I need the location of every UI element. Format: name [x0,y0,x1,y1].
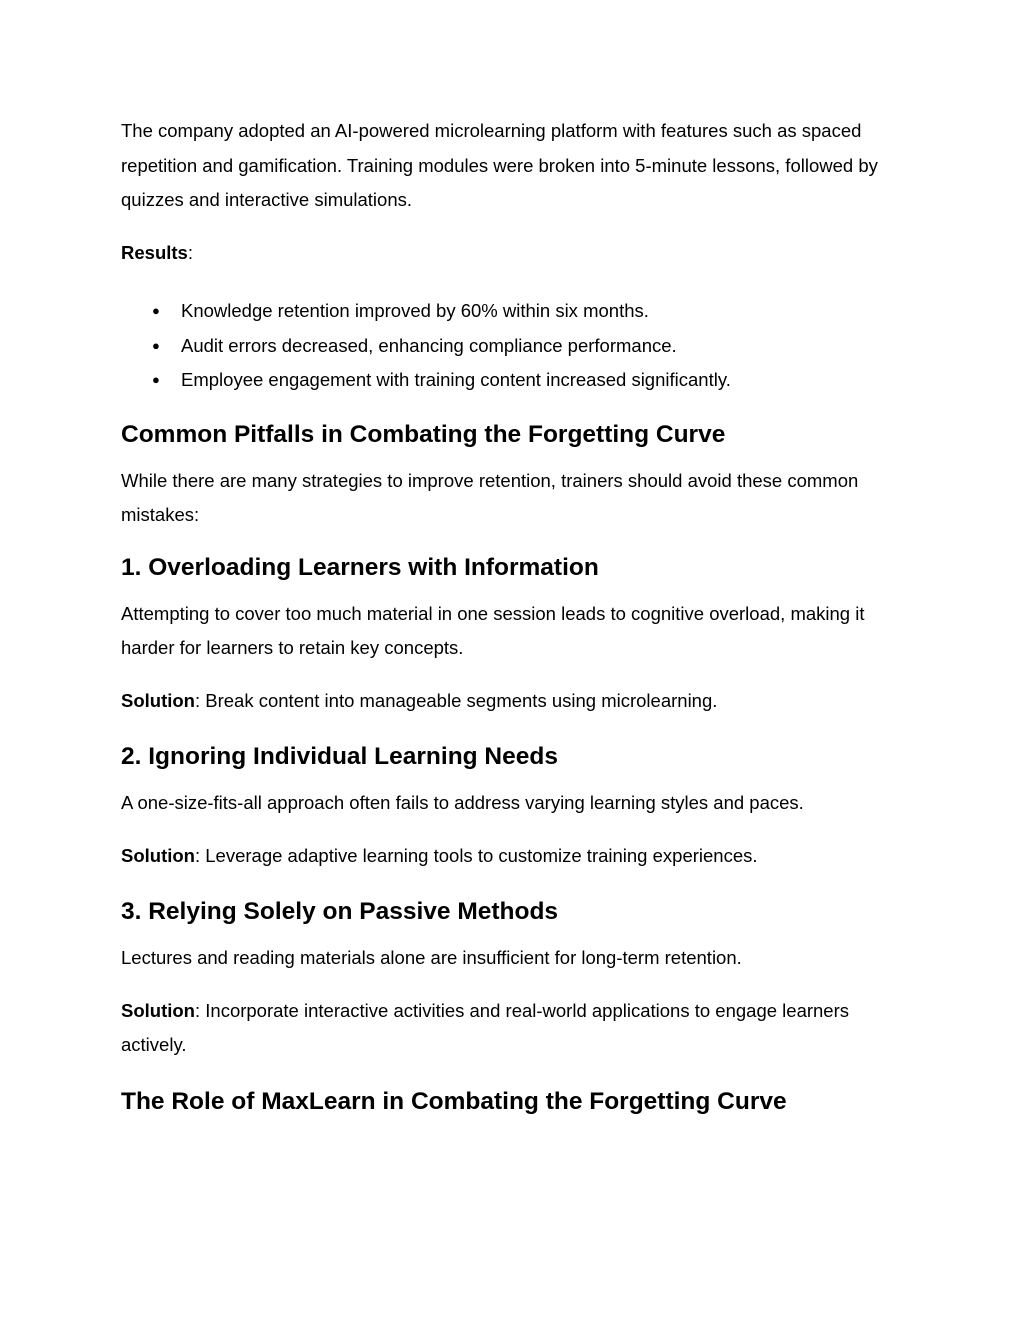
list-item [121,329,901,364]
document-page [121,114,901,1119]
bullet-icon: ● [152,337,160,353]
section-3-body: Lectures and reading materials alone are insufficient for long-term retention. [121,947,742,968]
solution-label: Solution [121,844,195,866]
pitfalls-heading: Common Pitfalls in Combating the Forgetting Curve [121,420,726,448]
results-label [121,236,901,271]
bullet-icon: ● [152,372,160,387]
solution-text: : Leverage adaptive learning tools to customize training experiences. [194,844,758,866]
list-item-text: Knowledge retention improved by 60% within six months. [181,300,649,321]
intro-paragraph: The company adopted an AI-powered microlearning platform with features such as spaced repetition and gamification. Training modules were broken into 5-minute lessons, followed by quizzes and interactive simulations. [121,120,878,210]
results-list [121,294,901,398]
solution-label: Solution [121,999,195,1021]
list-item-text: Audit errors decreased, enhancing compliance performance. [181,334,677,356]
results-label-bold: Results [121,241,188,263]
section-2-solution [121,839,901,874]
section-1-body: Attempting to cover too much material in one session leads to cognitive overload, making it harder for learners to retain key concepts. [121,602,865,658]
section-3-solution [121,994,901,1063]
solution-text: : Incorporate interactive activities and real-world applications to engage learners actively. [121,999,850,1055]
section-2-heading: 2. Ignoring Individual Learning Needs [121,743,558,770]
results-label-colon: : [187,241,193,263]
pitfalls-intro: While there are many strategies to improve retention, trainers should avoid these common mistakes: [121,469,859,525]
list-item [121,363,901,398]
maxlearn-heading: The Role of MaxLearn in Combating the Forgetting Curve [121,1087,787,1115]
list-item [121,294,901,329]
section-1-solution [121,684,901,719]
section-2-body: A one-size-fits-all approach often fails to address varying learning styles and paces. [121,792,804,813]
section-3-heading: 3. Relying Solely on Passive Methods [121,898,559,925]
bullet-icon: ● [152,303,160,318]
solution-label: Solution [121,689,195,711]
solution-text: : Break content into manageable segments using microlearning. [194,689,718,711]
section-1-heading: 1. Overloading Learners with Information [121,553,599,581]
list-item-text: Employee engagement with training content increased significantly. [181,369,731,390]
